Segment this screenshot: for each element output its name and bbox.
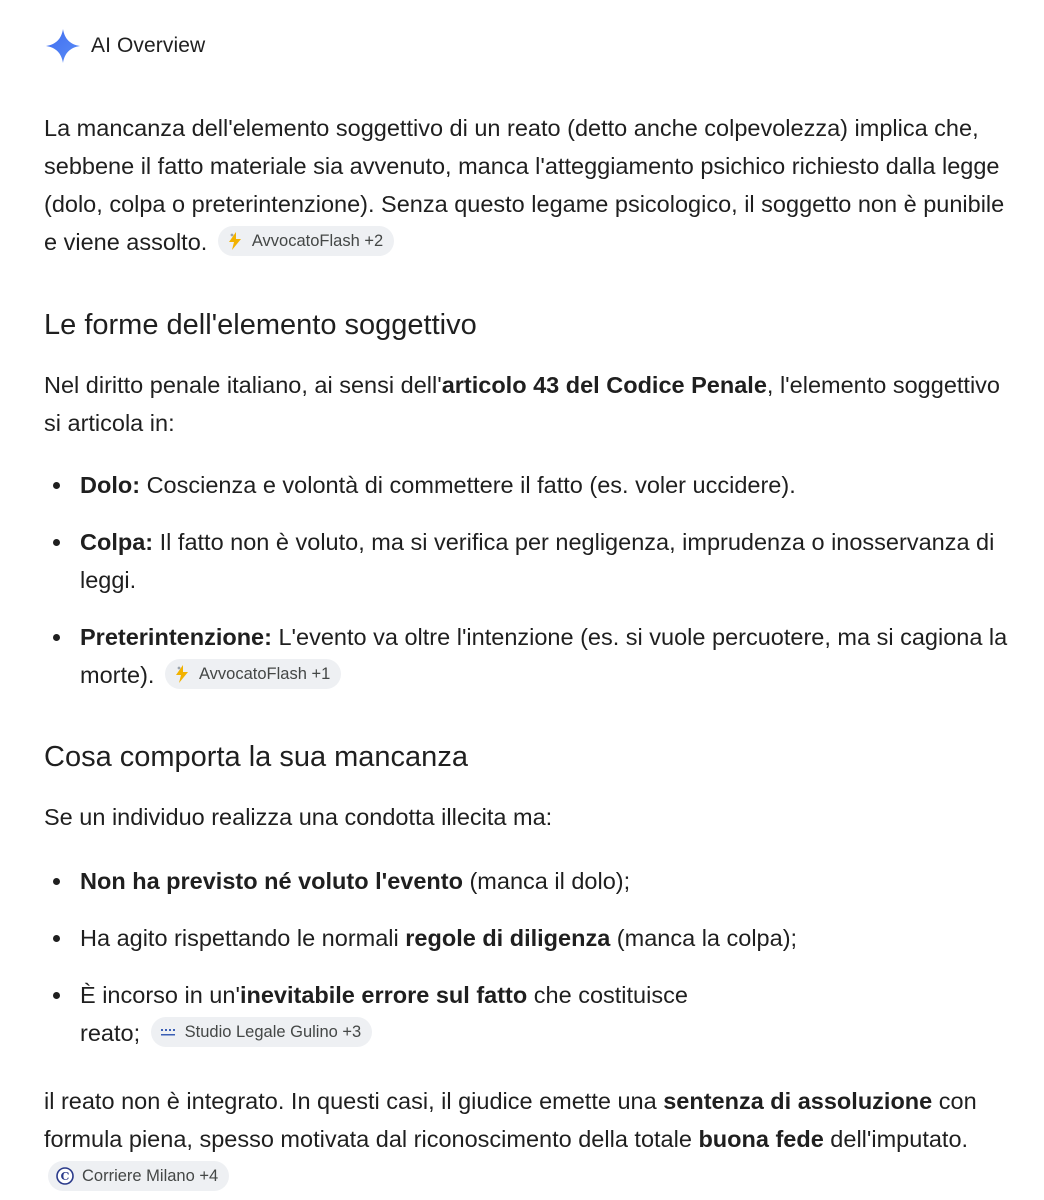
section1-text-before: Nel diritto penale italiano, ai sensi dell' [44,372,442,398]
source-chip-label: AvvocatoFlash +2 [251,231,384,250]
flash-icon [173,665,191,683]
conclusion-bold: buona fede [698,1126,824,1152]
section-heading-mancanza: Cosa comporta la sua mancanza [44,741,468,773]
section-heading-forme: Le forme dell'elemento soggettivo [44,309,477,341]
intro-text: La mancanza dell'elemento soggettivo di un reato (detto anche colpevolezza) implica che, sebbene il fatto materiale sia avvenuto, manca l'atteggiamento psichico richiesto dalla legge (dolo, colpa o preterintenzione). Senza questo legame psicologico, il soggetto non è punibile e viene assolto. [44,115,1005,255]
source-chip-label: Studio Legale Gulino +3 [184,1022,362,1041]
list-item-preterintenzione [44,618,1019,694]
flash-icon [226,232,244,250]
ai-overview-header [44,27,205,65]
list-item-errore [44,976,1019,1052]
list-item-text: (manca il dolo); [462,868,631,894]
list-item-text: È incorso in un' [80,982,240,1008]
overview-content [44,109,1019,1196]
source-chip-studio-legale[interactable] [151,1017,373,1047]
list-item-text: L'evento va oltre l'intenzione (es. si vuole percuotere, ma si cagiona la morte). [80,624,1008,688]
list-item-term: Non ha previsto né voluto l'evento [80,868,463,894]
conclusion-bold: sentenza di assoluzione [663,1088,933,1114]
list-item-text: reato; [80,1020,141,1046]
section1-text-bold: articolo 43 del Codice Penale [441,372,767,398]
intro-paragraph [44,109,1019,261]
conclusion-text: con formula piena, spesso motivata dal riconoscimento della totale [44,1088,977,1152]
sparkle-icon [44,27,82,65]
list-item-diligenza [44,919,1019,957]
list-item-text: che costituisce [527,982,688,1008]
source-chip-avvocatoflash[interactable] [165,659,341,689]
list-item-colpa [44,523,1019,599]
source-chip-avvocatoflash[interactable] [218,226,394,256]
list-item-text: Il fatto non è voluto, ma si verifica per negligenza, imprudenza o inosservanza di leggi. [80,529,995,593]
conclusion-text: dell'imputato. [823,1126,969,1152]
section1-paragraph [44,366,1019,442]
c-logo-icon [56,1167,74,1185]
forms-list [44,466,1019,694]
list-item-text: (manca la colpa); [610,925,798,951]
conclusion-text: il reato non è integrato. In questi casi, il giudice emette una [44,1088,664,1114]
source-chip-label: Corriere Milano +4 [82,1166,219,1185]
consequences-list [44,862,1019,1052]
list-item-term: inevitabile errore sul fatto [239,982,528,1008]
conclusion-paragraph [44,1082,1019,1196]
ai-overview-title: AI Overview [91,34,206,57]
list-item-term: regole di diligenza [405,925,611,951]
list-item-term: Colpa: [80,529,154,555]
section2-intro: Se un individuo realizza una condotta illecita ma: [44,804,553,830]
source-chip-label: AvvocatoFlash +1 [198,664,331,683]
list-item-dolo [44,466,1019,504]
list-item-text: Ha agito rispettando le normali [80,925,406,951]
list-item-term: Dolo: [80,472,141,498]
list-item-term: Preterintenzione: [80,624,272,650]
section1-text-after: , l'elemento soggettivo si articola in: [44,372,1000,436]
list-item-non-previsto [44,862,1019,900]
svg-text:C: C [60,1169,70,1183]
source-chip-corriere-milano[interactable] [48,1161,229,1191]
list-item-text: Coscienza e volontà di commettere il fatto (es. voler uccidere). [140,472,796,498]
dots-icon [159,1023,177,1041]
